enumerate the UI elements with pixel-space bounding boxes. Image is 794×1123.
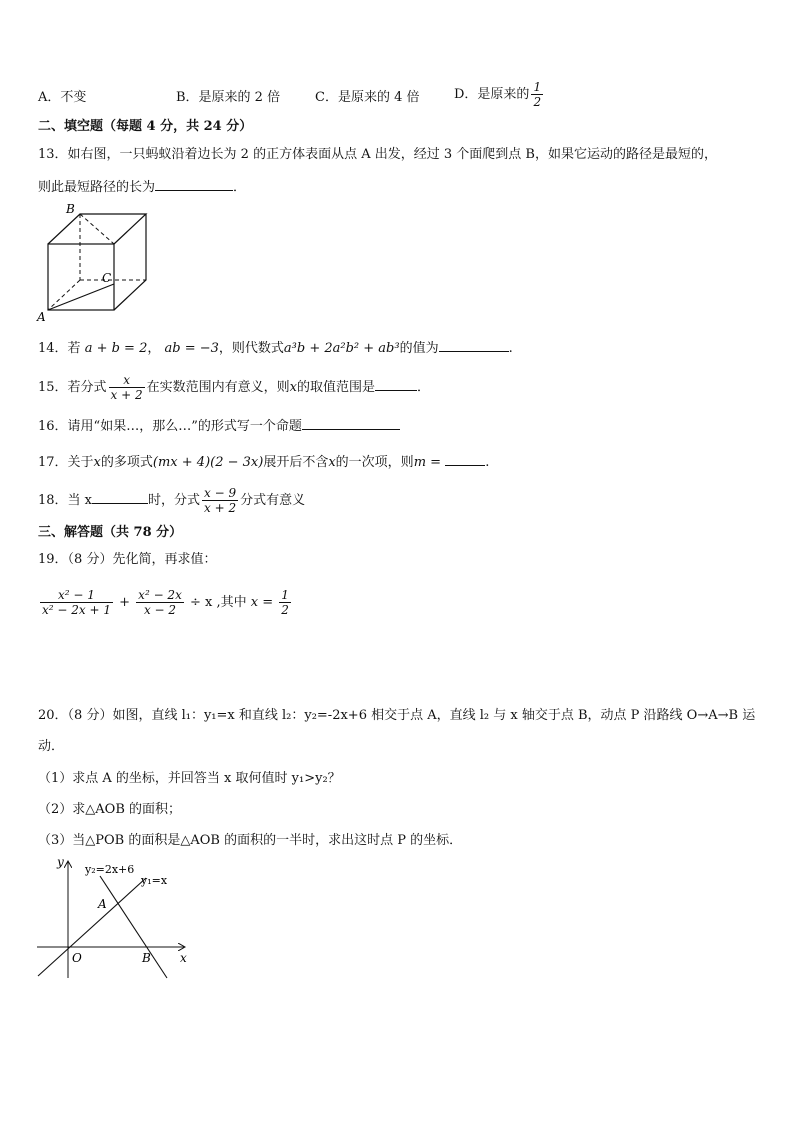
q14-expr: a³b + 2a²b² + ab³ — [283, 341, 400, 356]
q14-suffix: 的值为 — [399, 341, 439, 356]
answer-blank — [92, 490, 148, 504]
origin-label: O — [72, 951, 82, 965]
q20-sub1: （1）求点 A 的坐标，并回答当 x 取何值时 y₁>y₂？ — [38, 771, 341, 786]
section-2-title: 二、填空题（每题 4 分，共 24 分） — [38, 119, 253, 134]
fraction-denominator: 2 — [533, 95, 542, 109]
q13-line1: 13．如右图，一只蚂蚁沿着边长为 2 的正方体表面从点 A 出发，经过 3 个面爬到点 B，如果它运动的路径是最短的， — [38, 147, 717, 162]
section-3-title: 三、解答题（共 78 分） — [38, 525, 183, 540]
answer-blank — [375, 377, 417, 391]
q17-m: m = — [413, 455, 442, 470]
q16 — [38, 416, 400, 436]
option-d-text: D．是原来的 — [454, 87, 530, 102]
q19-title: 19．（8 分）先化简，再求值： — [38, 552, 217, 567]
fraction-numerator: 1 — [533, 80, 542, 94]
q17-expr: (mx + 4)(2 − 3x) — [152, 455, 264, 470]
q18-prefix: 18．当 x — [38, 493, 93, 508]
q20-line2: 动． — [38, 739, 65, 754]
line-l1-label: y₁=x — [141, 874, 168, 887]
q15-end: ． — [417, 380, 431, 395]
q17-mid2: 展开后不含 — [263, 455, 329, 470]
axis-label-x: x — [180, 951, 187, 965]
answer-blank — [302, 416, 400, 430]
option-c: C．是原来的 4 倍 — [315, 90, 420, 105]
q13-text: 则此最短路径的长为 — [38, 180, 156, 195]
q17 — [38, 452, 489, 472]
q19-xeq: x = — [250, 595, 274, 610]
point-a-label: A — [98, 897, 107, 911]
fraction-numerator: x² − 1 — [58, 588, 95, 602]
q17-mid1: 的多项式 — [100, 455, 153, 470]
q18-fraction — [202, 486, 238, 515]
q20-graph — [34, 854, 204, 984]
option-d — [454, 80, 545, 109]
fraction-numerator: 1 — [281, 588, 289, 602]
q20-sub3: （3）当△POB 的面积是△AOB 的面积的一半时，求出这时点 P 的坐标． — [38, 833, 463, 848]
q17-prefix: 17．关于 — [38, 455, 94, 470]
q14-cond2: ab = −3 — [164, 341, 219, 356]
fraction-denominator: x² − 2x + 1 — [42, 603, 111, 617]
option-b: B．是原来的 2 倍 — [176, 90, 281, 105]
q14-mid: ，则代数式 — [218, 341, 284, 356]
axis-label-y: y — [57, 855, 64, 869]
fraction-numerator: x − 9 — [204, 486, 237, 500]
answer-blank — [445, 452, 485, 466]
q15 — [38, 373, 430, 402]
answer-blank — [155, 177, 233, 191]
q19-fraction-1 — [40, 588, 113, 617]
q14: 14．若 a + b = 2， ab = −3，则代数式a³b + 2a²b² + ab³的值为 . — [38, 338, 513, 358]
q15-fraction — [109, 373, 145, 402]
q17-var2: x — [328, 455, 336, 470]
cube-figure — [34, 200, 154, 324]
fraction-numerator: x² − 2x — [138, 588, 182, 602]
fraction-denominator: x + 2 — [204, 501, 237, 515]
q14-end: . — [508, 341, 513, 356]
q14-cond1: a + b = 2 — [84, 341, 148, 356]
point-b-label: B — [142, 951, 151, 965]
q19-div: ÷ x ,其中 — [189, 595, 247, 610]
q15-prefix: 15．若分式 — [38, 380, 107, 395]
q19-fraction-2 — [136, 588, 184, 617]
q17-mid3: 的一次项，则 — [335, 455, 414, 470]
q15-suffix: 的取值范围是 — [297, 380, 376, 395]
option-d-fraction — [531, 80, 543, 109]
q15-var: x — [289, 380, 297, 395]
cube-label-b: B — [66, 202, 75, 216]
cube-label-a: A — [37, 310, 46, 324]
line-l2-label: y₂=2x+6 — [85, 863, 135, 876]
cube-label-c: C — [102, 271, 112, 285]
q18 — [38, 486, 305, 515]
q13-line2 — [38, 177, 246, 197]
q19-plus: + — [119, 595, 131, 610]
q17-var: x — [93, 455, 101, 470]
fraction-denominator: x − 2 — [136, 602, 184, 617]
fraction-denominator: x + 2 — [110, 388, 143, 402]
option-a: A．不变 — [38, 90, 87, 105]
fraction-numerator: x — [123, 373, 130, 387]
fraction-denominator: 2 — [281, 603, 289, 617]
answer-blank — [439, 338, 509, 352]
q18-suffix: 分式有意义 — [240, 493, 306, 508]
q13-end: ． — [233, 180, 247, 195]
q15-mid: 在实数范围内有意义，则 — [146, 380, 290, 395]
q19-value — [279, 588, 291, 617]
q20-sub2: （2）求△AOB 的面积； — [38, 802, 182, 817]
q19-expression — [38, 588, 293, 617]
q20-line1: 20．（8 分）如图，直线 l₁：y₁=x 和直线 l₂：y₂=-2x+6 相交于点 A，直线 l₂ 与 x 轴交于点 B，动点 P 沿路线 O→A→B 运 — [38, 708, 756, 723]
q17-end: . — [485, 455, 490, 470]
q14-prefix: 14．若 — [38, 341, 81, 356]
q16-text: 16．请用“如果…，那么…”的形式写一个命题 — [38, 419, 302, 434]
q18-mid: 时，分式 — [148, 493, 201, 508]
